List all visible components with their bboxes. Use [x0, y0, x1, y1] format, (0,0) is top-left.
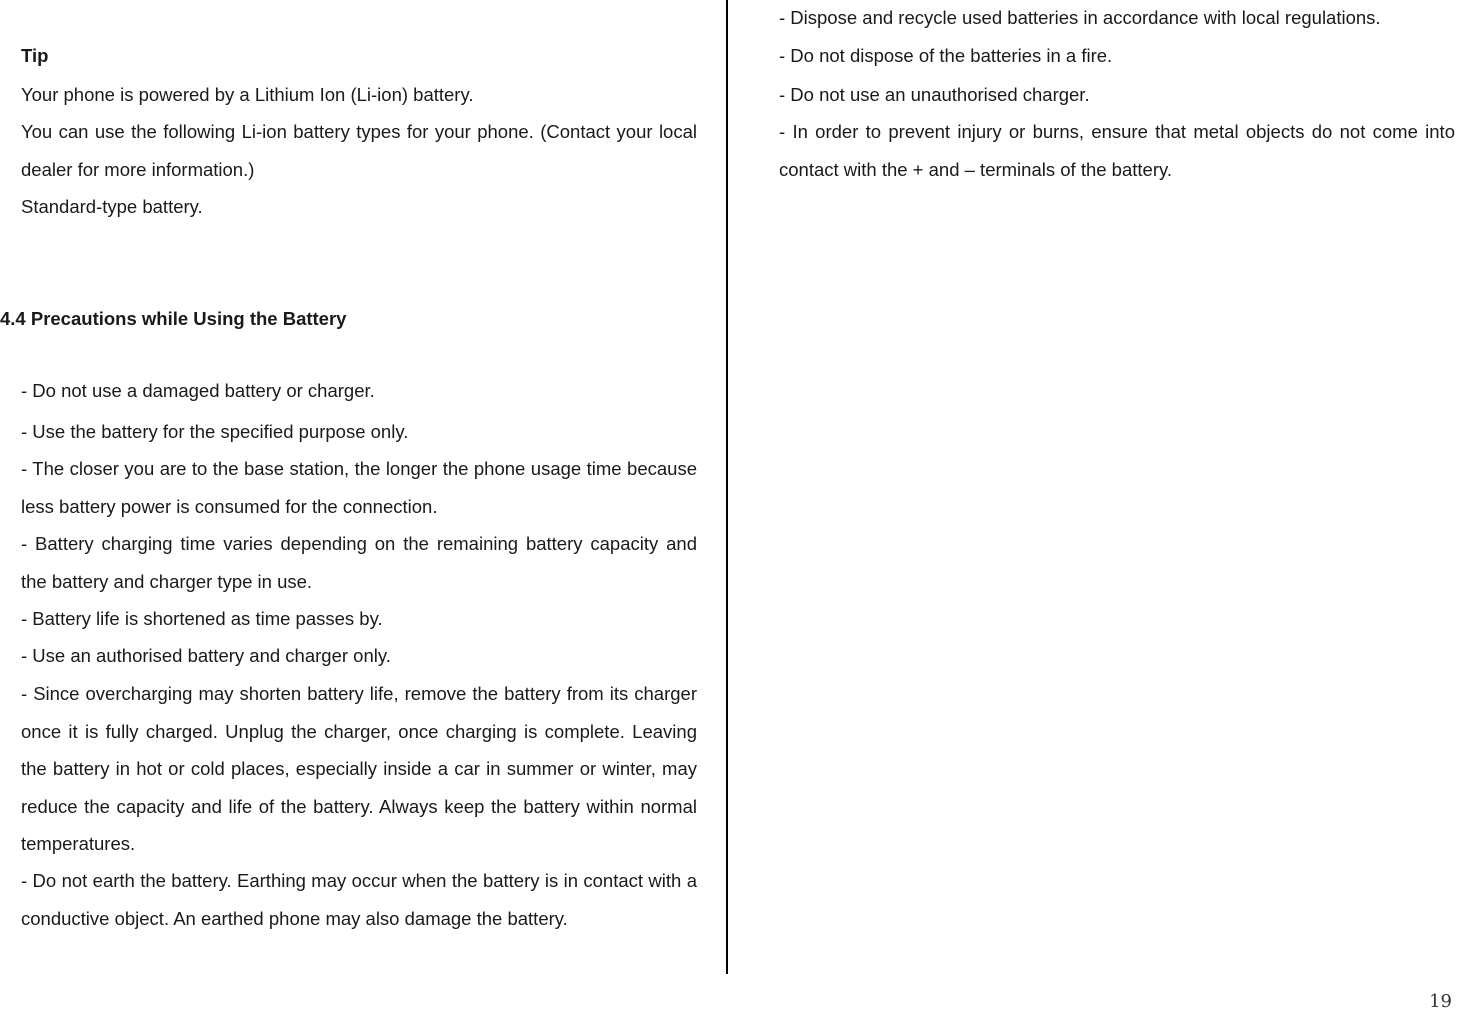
tip-line-1: Your phone is powered by a Lithium Ion (Li-ion) battery.: [21, 84, 474, 105]
precaution-item: - Do not use a damaged battery or charger.: [21, 380, 375, 401]
tip-label: Tip: [21, 45, 49, 66]
precaution-item: - Use the battery for the specified purpose only.: [21, 421, 409, 442]
precaution-item: - Do not dispose of the batteries in a fire.: [779, 45, 1113, 66]
precaution-item: - Battery life is shortened as time passes by.: [21, 608, 383, 629]
precaution-item: - Dispose and recycle used batteries in accordance with local regulations.: [779, 7, 1381, 28]
column-divider: [726, 0, 728, 974]
precaution-item: - In order to prevent injury or burns, ensure that metal objects do not come into contact with the + and – terminals of the battery.: [779, 121, 1455, 180]
section-heading: 4.4 Precautions while Using the Battery: [0, 308, 347, 329]
precaution-item: - Use an authorised battery and charger only.: [21, 645, 391, 666]
page-number: 19: [1429, 991, 1452, 1012]
precaution-item: - The closer you are to the base station, the longer the phone usage time because less battery power is consumed for the connection.: [21, 458, 697, 517]
tip-line-3: Standard-type battery.: [21, 196, 203, 217]
precaution-item: - Do not use an unauthorised charger.: [779, 84, 1090, 105]
precaution-item: - Battery charging time varies depending on the remaining battery capacity and the battery and charger type in use.: [21, 533, 697, 592]
tip-line-2: You can use the following Li-ion battery types for your phone. (Contact your local dealer for more information.): [21, 121, 697, 180]
precaution-item: - Since overcharging may shorten battery life, remove the battery from its charger once it is fully charged. Unplug the charger, once charging is complete. Leaving the battery in hot or cold places, especially inside a car in summer or winter, may reduce the capacity and life of the battery. Always keep the battery within normal temperatures.: [21, 683, 697, 854]
precaution-item: - Do not earth the battery. Earthing may occur when the battery is in contact with a conductive object. An earthed phone may also damage the battery.: [21, 870, 697, 929]
